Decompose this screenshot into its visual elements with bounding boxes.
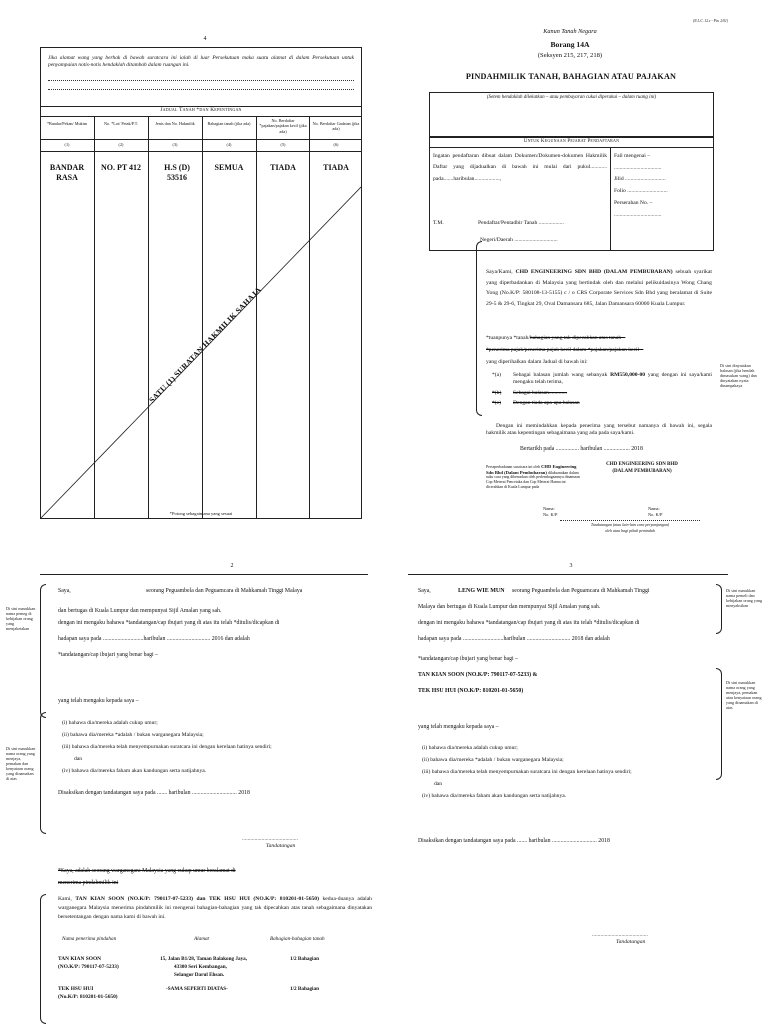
owner-struck: bahagian yang tak dipecahkan atas tanah – bbox=[529, 335, 626, 341]
name-label-1: Nama: bbox=[543, 506, 555, 511]
transferee-2-id: (No.K/P: 810201-01-5650) bbox=[58, 994, 118, 1000]
seal-rest: dilaksanakan dalam suku cara yang dibenarkan oleh perlembagaannya dinamaan Cop Meterai Pencetaka dan Cop Meterai Hanna ini dicerahkan di Kuala Lumpur pada bbox=[486, 470, 580, 489]
divider bbox=[40, 151, 362, 152]
witnessed-line: Disaksikan dengan tandatangan saya pada ....... haribulan ............................... 2018 bbox=[418, 838, 610, 844]
divider bbox=[610, 147, 611, 251]
dotted-line bbox=[48, 80, 354, 81]
form-title: PINDAHMILIK TANAH, BAHAGIAN ATAU PAJAKAN bbox=[465, 72, 677, 81]
tm-label: T.M. bbox=[433, 220, 444, 226]
note-advocate: Di sini masukkan nama pemeli dan kebijakan orang yang menyaksikan bbox=[726, 588, 763, 609]
option-c-label: *(c) bbox=[492, 400, 502, 406]
form-name: Borang 14A bbox=[550, 40, 590, 49]
cell-lot: NO. PT 412 bbox=[100, 163, 142, 172]
page-number: 3 bbox=[569, 563, 573, 569]
signature-of-line: *tandatangan/cap ibujari yang benar bagi – bbox=[418, 656, 518, 662]
practice-line: Malaya dan bertugas di Kuala Lumpur dan mempunyai Sijil Amalan yang sah. bbox=[418, 604, 601, 610]
option-b-label: *(b) bbox=[492, 390, 502, 396]
cell-town: BANDAR RASA bbox=[49, 163, 85, 182]
transferee-1-id: (NO.K/P: 790117-07-5233) bbox=[58, 964, 119, 970]
id-label-2: No. K/P bbox=[648, 512, 663, 517]
volume-line: Jilid ............................. bbox=[614, 176, 666, 183]
cell-lease: TIADA bbox=[270, 163, 296, 172]
cell-charge: TIADA bbox=[323, 163, 349, 172]
transferor-company: CHD ENGINEERING SDN BHD (DALAM PEMBUBARAN) bbox=[515, 269, 673, 275]
seal-company: CHD Engineering Sdn Bhd (Dalam Pembubaran) bbox=[486, 464, 577, 475]
side-note: Di sini dinyatakan balasan (jika hendak dimasukan wang) dan dinyatakan nyata dinampakaya bbox=[720, 363, 757, 389]
signature-dots: ........................................ bbox=[592, 932, 648, 938]
dated-line: Bertarikh pada ................ haribulan .................. 2018 bbox=[520, 446, 643, 452]
column-number: (2) bbox=[118, 142, 124, 147]
act-name: Kanun Tanah Negara bbox=[543, 28, 597, 35]
option-b: Sebagai balasan............. bbox=[513, 390, 568, 396]
signature-line bbox=[560, 520, 700, 521]
transferee-1-address-3: Selangor Darul Ehsan. bbox=[174, 972, 225, 978]
known-line: yang telah mengaku kepada saya – bbox=[418, 724, 499, 730]
col-share: Bahagian-bahagian tanah bbox=[270, 936, 325, 942]
transferee-2-address: -SAMA SEPERTI DIATAS- bbox=[166, 986, 228, 992]
saya-label: Saya, bbox=[418, 588, 431, 594]
presentation-dots: .................................. bbox=[614, 211, 662, 218]
column-number: (6) bbox=[333, 142, 339, 147]
witness-name-2: TEK HSU HUI (NO.K/P: 810201-01-5650) bbox=[418, 688, 524, 694]
advocate-line: seorang Peguambela dan Peguamcara di Mahkamah Tinggi bbox=[512, 588, 650, 594]
schedule-header: Jenis dan No. Hakmilik bbox=[155, 121, 195, 126]
footnote: *Potong sebagaimana yang sesuai bbox=[169, 511, 233, 516]
transferor-label: Saya/Kami, bbox=[486, 269, 513, 275]
bracket bbox=[716, 584, 722, 634]
option-a-label: *(a) bbox=[492, 372, 502, 378]
transfer-clause: Dengan ini memindahkan kepada penerima yang tersebut namanya di bawah ini, segala hakmilik atau kepentingan sebagaimana yang ada pada saya/kami. bbox=[486, 423, 712, 436]
dotted-line bbox=[48, 89, 354, 90]
item-age: (i) bahawa dia/mereka adalah cukup umur; bbox=[422, 745, 518, 751]
page-number: 2 bbox=[230, 563, 234, 569]
office-record: Ingatan pendaftaran dibuat dalam Dokumen/Dokumen-dokumen Hakmilik Daftar yang dijadualkan di bawah ini mulai dari pukul............ pada.......haribulan.................., bbox=[433, 153, 607, 182]
date-line: hadapan saya pada ............................haribulan .............................. 2018 dan adalah bbox=[418, 636, 610, 642]
signature-caption-1: Tandatangan (atau lain-lain cara perpanjangan) bbox=[590, 522, 670, 527]
col-transferee: Nama penerima pindahan bbox=[62, 936, 117, 942]
declaration-line: dengan ini mengaku bahawa *tandatangan/cap ibujari yang di atas itu telah *ditulis/dicapkan di bbox=[418, 620, 640, 626]
stamp-text: SATU (1) SURATAN HAKMILIK SAHAJA bbox=[147, 285, 264, 405]
schedule-ref: yang diperihalkan dalam Jadual di bawah ini: bbox=[486, 359, 588, 365]
date-line: hadapan saya pada ............................haribulan .............................. 2016 dan adalah bbox=[58, 636, 250, 642]
bracket bbox=[476, 241, 482, 416]
owner-text: *tuanpunya *tanah/ bbox=[486, 335, 530, 341]
item-free-will: (iii) bahawa dia/mereka telah menyempurnakan suratcara ini dengan kerelaan hatinya sendiri; bbox=[62, 744, 272, 751]
item-and: dan bbox=[74, 756, 83, 763]
option-c: Dengan tiada apa-apa balasan bbox=[513, 400, 580, 406]
item-understand: (iv) bahawa dia/mereka faham akan kandungan serta natijahnya. bbox=[62, 768, 207, 775]
struck-line-2: menerima pindahmilik ini bbox=[58, 880, 119, 886]
consideration-amount: RM550,000-00 bbox=[610, 372, 646, 378]
schedule-header: No. Berdaftar Gadaian (jika ada) bbox=[312, 121, 360, 132]
declaration-list bbox=[422, 742, 632, 802]
item-age: (i) bahawa dia/mereka adalah cukup umur; bbox=[62, 720, 158, 726]
item-citizen: (ii) bahawa dia/mereka *adalah / bukan warganegara Malaysia; bbox=[62, 732, 204, 739]
address-note: Jika alamat wang yang berhak di bawah suratcara ini ialah di luar Persekutuan maka suatu alamat di dalam Persekutuan untuk penyampaian notis-notis hendaklah ditambah dalam ruangan ini. bbox=[48, 55, 354, 68]
divider bbox=[429, 147, 714, 148]
lawyer-name: LENG WIE MUN bbox=[458, 588, 505, 594]
divider bbox=[40, 116, 362, 117]
item-citizen: (ii) bahawa dia/mereka *adalah / bukan warganegara Malaysia; bbox=[422, 757, 564, 764]
item-understand: (iv) bahawa dia/mereka faham akan kandungan serta natijahnya. bbox=[422, 793, 567, 800]
option-a-rest: yang dengan ini saya/kami mengaku telah terima, bbox=[513, 372, 712, 385]
note-advocate: Di sini masukkan nama pemeg di kebijakan orang yang menjaketakan bbox=[6, 606, 36, 632]
advocate-line: seorang Peguambela dan Peguamcara di Mahkamah Tinggi Malaya bbox=[146, 588, 303, 594]
name-label-2: Nama: bbox=[648, 506, 660, 511]
seal-clause bbox=[486, 464, 581, 489]
bracket bbox=[40, 894, 46, 1024]
folio-line: Folio ............................. bbox=[614, 188, 668, 195]
signature-dots: ........................................ bbox=[242, 836, 298, 842]
option-a bbox=[513, 372, 712, 386]
seal-text: Perseperbadanan suratcara ini oleh bbox=[486, 465, 541, 469]
office-file bbox=[614, 151, 712, 221]
transferee-1-name: TAN KIAN SOON bbox=[58, 956, 102, 962]
transferor-paragraph bbox=[486, 267, 712, 309]
form-sections: (Seksyen 215, 217, 218) bbox=[537, 52, 603, 59]
option-a-text: Sebagai balasan jumlah wang sebanyak bbox=[513, 372, 608, 378]
transferee-names: TAN KIAN SOON (NO.K/P: 790117-07-5233) dan TEK HSU HUI (NO.K/P: 810201-01-5650) bbox=[75, 896, 319, 902]
schedule-header: No. Berdaftar *pajakan/pajakan kecil (jika ada) bbox=[259, 118, 307, 134]
page-number: 4 bbox=[203, 36, 207, 42]
schedule-header: Bahagian tanah (jika ada) bbox=[207, 121, 251, 126]
transferor-details: sebuah syarikat yang diperbadankan di Malaysia yang bertindak oleh dan melalui pelikuidasinya Wong Chang Yong (No.K/P: 580108-13-5155) c / o CRS Corporate Services Sdn Bhd yang beralamat di Suite 29-5 & 29-6, Tingkat 29, Oval Damansara 685, Jalan Damansara 60000 Kuala Lumpur. bbox=[486, 269, 713, 307]
state-line: Negeri/Daerah ............................... bbox=[480, 237, 558, 243]
signature-of-line: *tandatangan/cap ibujari yang benar bagi – bbox=[58, 652, 158, 658]
top-rule bbox=[40, 574, 368, 575]
transferee-1-share: 1/2 Bahagian bbox=[290, 956, 319, 962]
schedule-header: No. *Lot/ Petak/P.T. bbox=[103, 121, 138, 126]
presentation-label: Perserahan No. – bbox=[614, 199, 653, 206]
kami-label: Kami, bbox=[58, 896, 72, 902]
transferee-paragraph bbox=[58, 895, 372, 922]
column-number: (5) bbox=[280, 142, 286, 147]
saya-label: Saya, bbox=[58, 588, 71, 594]
schedule-header: *Bandar/Pekan/ Mukim bbox=[46, 121, 88, 126]
cell-share: SEMUA bbox=[214, 163, 244, 172]
bracket bbox=[40, 712, 46, 834]
file-label: Fail mengenai – bbox=[614, 153, 651, 159]
col-address: Alamat bbox=[194, 936, 209, 942]
signature-label: Tandatangan bbox=[616, 939, 646, 945]
item-free-will: (iii) bahawa dia/mereka telah menyempurnakan suratcara ini dengan kerelaan hatinya sendiri; bbox=[422, 769, 632, 776]
transferee-2-share: 1/2 Bahagian bbox=[290, 986, 319, 992]
declaration-list bbox=[62, 717, 272, 777]
known-line: yang telah mengaku kepada saya – bbox=[58, 698, 139, 704]
file-dots: .................................. bbox=[614, 164, 662, 171]
owner-line bbox=[486, 335, 712, 342]
witness-name-1: TAN KIAN SOON (NO.K/P: 790117-07-5233) & bbox=[418, 672, 538, 678]
declaration-line: dengan ini mengaku bahawa *tandatangan/cap ibujari yang di atas itu telah *ditulis/dicapkan di bbox=[58, 620, 280, 626]
transferee-2-name: TEK HSU HUI bbox=[58, 986, 94, 992]
practice-line: dan bertugas di Kuala Lumpur dan mempunyai Sijil Amalan yang sah. bbox=[58, 608, 222, 614]
column-number: (3) bbox=[172, 142, 178, 147]
office-title: Untuk Kegunaan Pejabat Pendaftaran bbox=[523, 139, 620, 144]
lessee-line: *penerima pajak/penerima pajak kecil dalam *pajakan/pajakan kecil – bbox=[486, 347, 644, 353]
bracket bbox=[40, 584, 46, 718]
company-sign-2: (DALAM PEMBUBARAN) bbox=[612, 469, 672, 474]
note-person: Di sini masukkan nama orang yang menjaya, pemakan dan kenyataan orang yang dinamakan di atas bbox=[6, 746, 36, 782]
cell-title: H.S (D) 53516 bbox=[164, 163, 190, 182]
column-number: (1) bbox=[64, 142, 70, 147]
registrar-line: Pendaftar/Pentadbir Tanah .................. bbox=[478, 220, 564, 226]
top-rule bbox=[408, 574, 728, 575]
schedule-title: Jadual Tanah *dan Kepentingan bbox=[160, 107, 242, 113]
id-label-1: No. K/P bbox=[543, 512, 558, 517]
divider bbox=[40, 139, 362, 140]
signature-caption-2: oleh atau bagi pihak pemindah bbox=[605, 528, 655, 533]
item-and: dan bbox=[434, 781, 443, 788]
company-sign-1: CHD ENGINEERING SDN BHD bbox=[606, 462, 678, 467]
note-person: Di sini masukkan nama orang yang menjaya, pemakan atau kenyataan orang yang dinamakan di atas bbox=[726, 680, 762, 711]
transferee-1-address-1: 15, Jalan B1/28, Taman Balakong Jaya, bbox=[160, 956, 248, 962]
form-ref: (N.L.C. 12.c - Pin. 2/01) bbox=[692, 19, 728, 23]
transferee-rest: kedua-duanya adalah warganegara Malaysia menerima pindahmilik ini mengenai bahagian-bahagian yang tak dipecahkan atas tanah sebagaimana dinyatakan bersetentangan dengan nama kami di bawah ini. bbox=[58, 896, 372, 920]
stamp-notice: (Setem hendaklah dilekatkan – atau pembayaran cukai diperakui – dalam ruang ini) bbox=[486, 95, 657, 100]
transferee-1-address-2: 43300 Seri Kembangan, bbox=[174, 964, 227, 970]
column-number: (4) bbox=[226, 142, 232, 147]
signature-label: Tandatangan bbox=[266, 843, 296, 849]
bracket bbox=[716, 668, 722, 780]
witnessed-line: Disaksikan dengan tandatangan saya pada ....... haribulan ............................... 2018 bbox=[58, 790, 250, 796]
struck-line-1: *Saya, adalah seorang warganegara Malaysia yang cukup umur beralamat di bbox=[58, 868, 236, 874]
